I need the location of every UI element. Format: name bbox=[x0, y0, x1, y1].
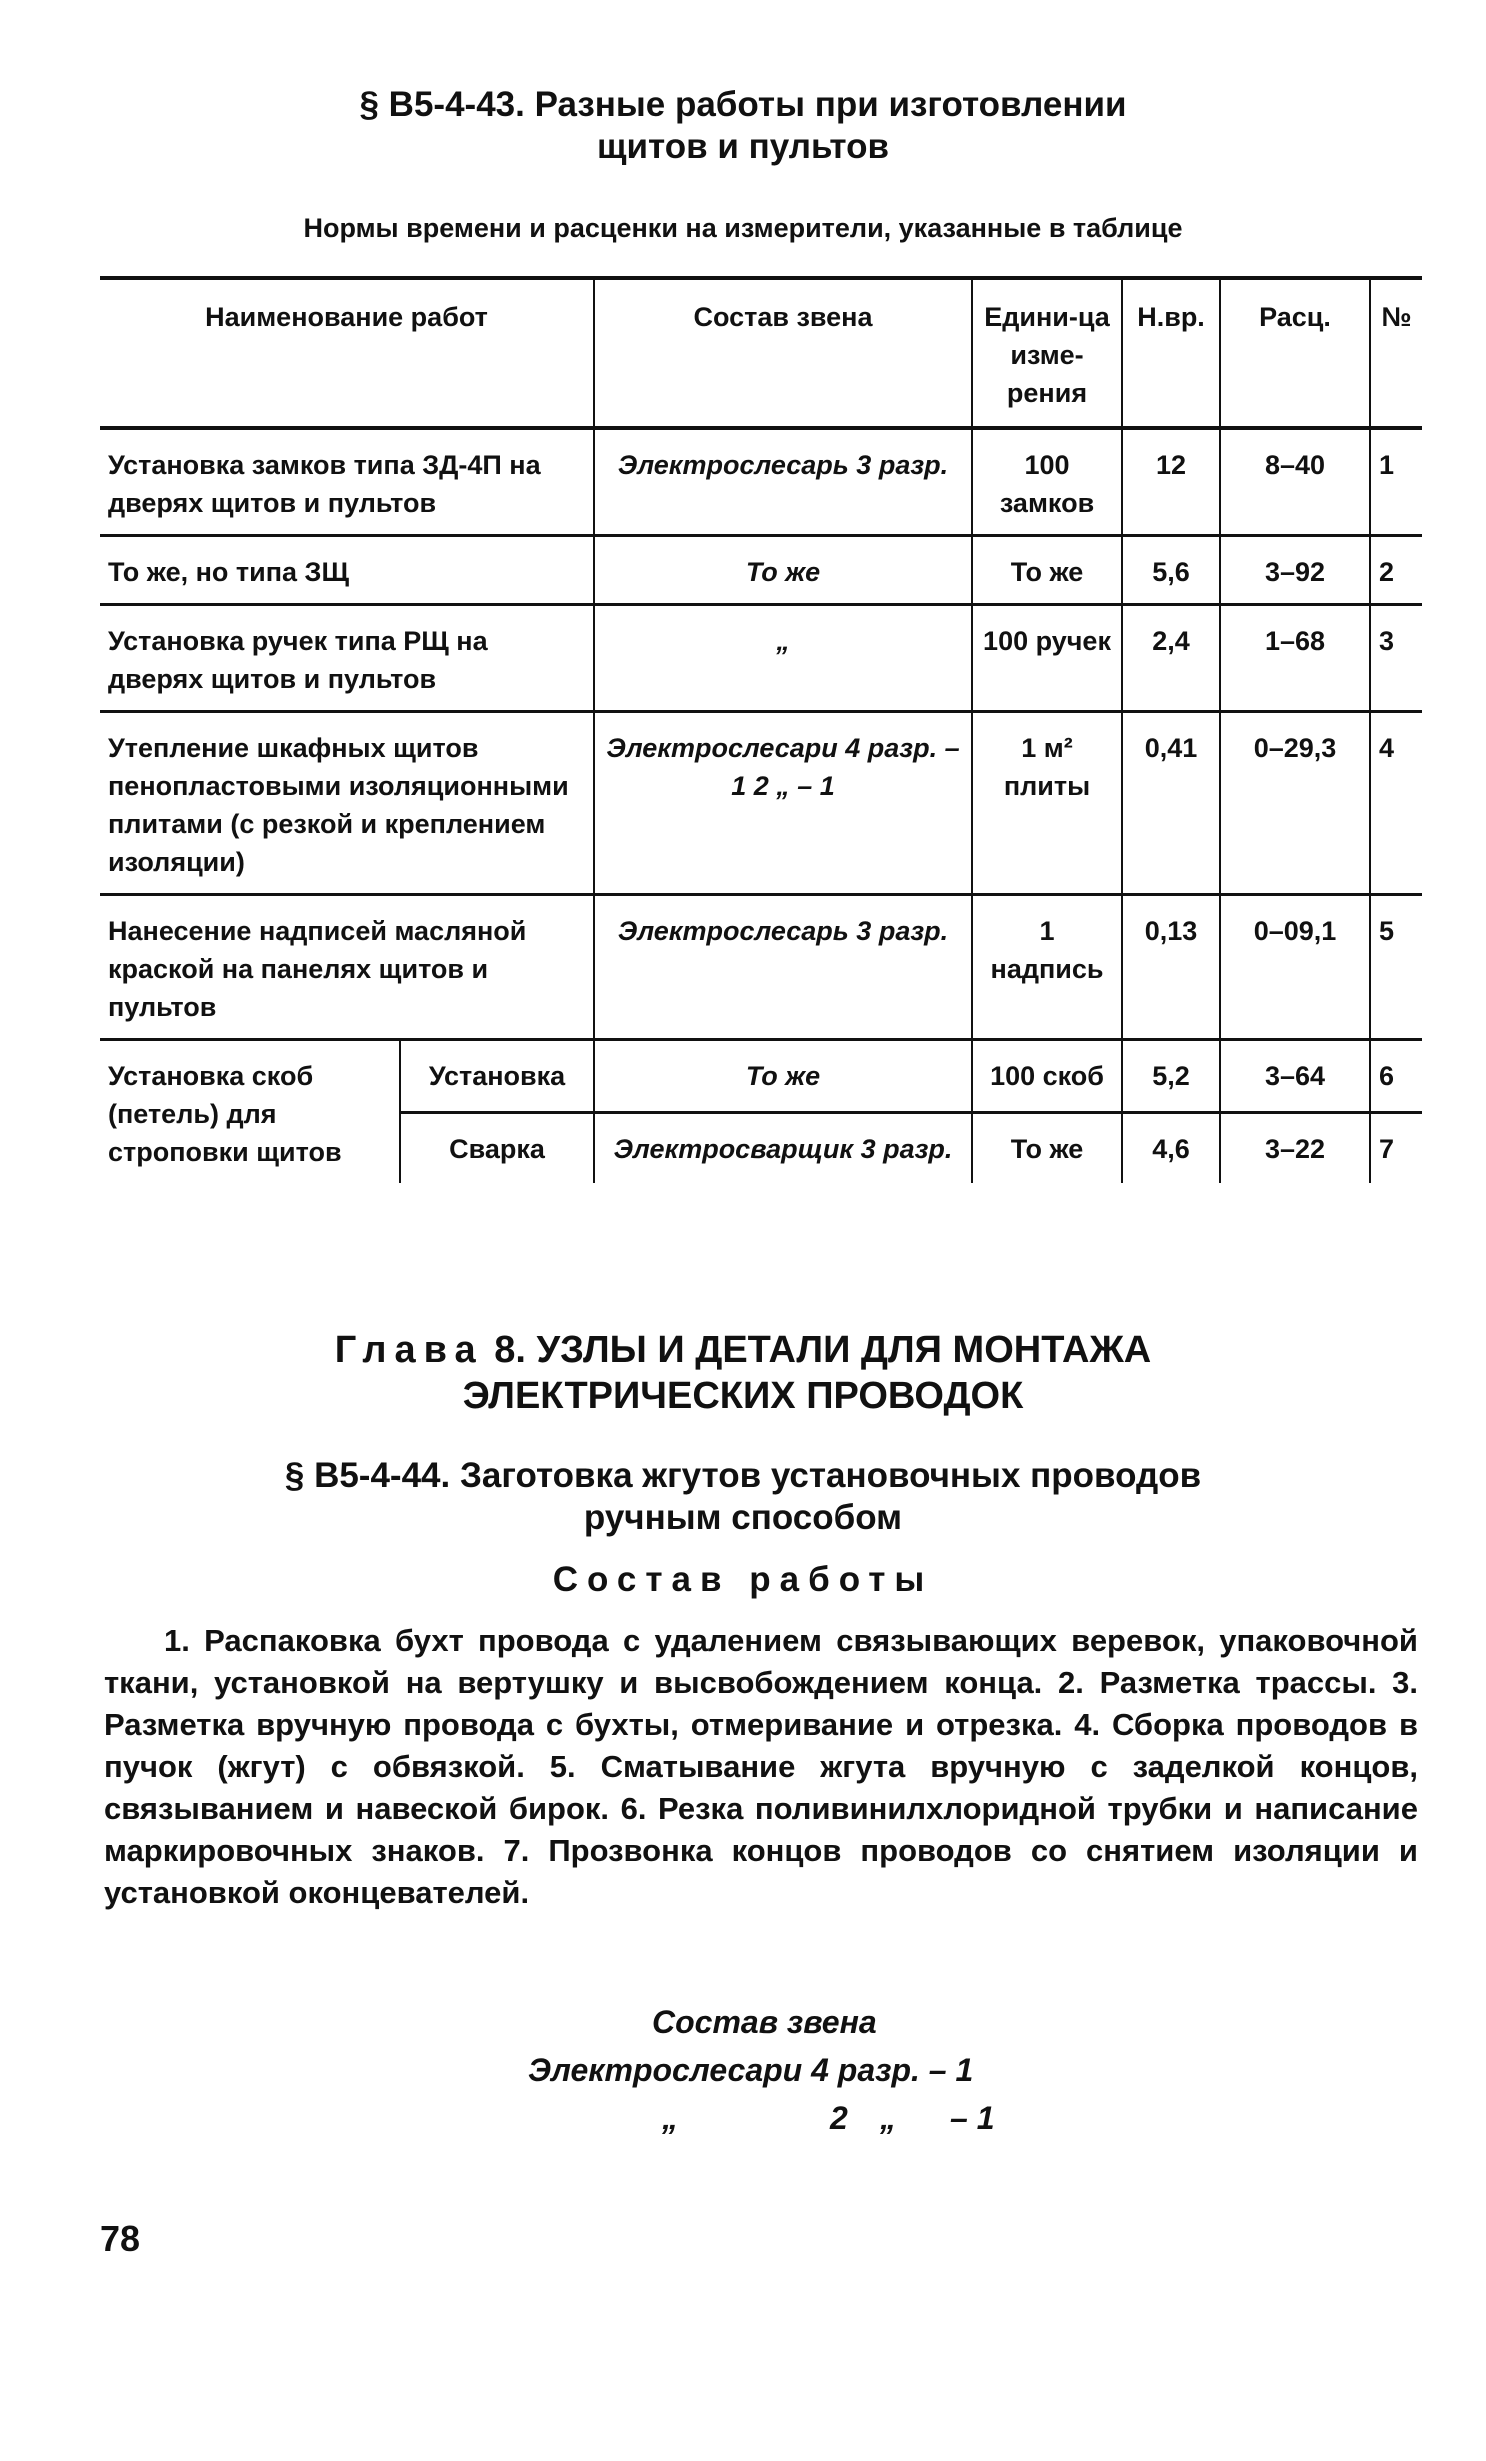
row-rate: 3–92 bbox=[1220, 536, 1370, 605]
row-work-name: Установка ручек типа РЩ на дверях щитов и пультов bbox=[100, 605, 594, 712]
header-rate: Расц. bbox=[1220, 278, 1370, 428]
row-norm: 12 bbox=[1122, 428, 1220, 536]
row-rate: 0–29,3 bbox=[1220, 712, 1370, 895]
header-norm: Н.вр. bbox=[1122, 278, 1220, 428]
row-rate: 0–09,1 bbox=[1220, 895, 1370, 1040]
row-norm: 0,41 bbox=[1122, 712, 1220, 895]
row-rate: 1–68 bbox=[1220, 605, 1370, 712]
section-title-b5-4-43 bbox=[0, 84, 1486, 168]
table-row bbox=[100, 536, 1422, 605]
row-rate: 8–40 bbox=[1220, 428, 1370, 536]
row-number: 6 bbox=[1370, 1040, 1422, 1113]
crew-line2-ditto: „ bbox=[662, 2100, 678, 2136]
table-caption: Нормы времени и расценки на измерители, указанные в таблице bbox=[303, 213, 1183, 243]
header-unit: Едини-ца изме-рения bbox=[972, 278, 1122, 428]
crew-heading: Состав звена bbox=[652, 2004, 877, 2040]
row-work-name: Нанесение надписей масляной краской на панелях щитов и пультов bbox=[100, 895, 594, 1040]
chapter-title bbox=[0, 1327, 1486, 1419]
section-title-b5-4-44 bbox=[0, 1455, 1486, 1539]
table-row bbox=[100, 1040, 1422, 1113]
row-unit: То же bbox=[972, 1112, 1122, 1183]
header-number: № bbox=[1370, 278, 1422, 428]
row-crew: То же bbox=[594, 1040, 972, 1113]
chapter-title-line1 bbox=[0, 1327, 1486, 1373]
chapter-prefix: Глава bbox=[334, 1329, 484, 1371]
chapter-title-line2: ЭЛЕКТРИЧЕСКИХ ПРОВОДОК bbox=[462, 1375, 1024, 1417]
row-unit: 1 м² плиты bbox=[972, 712, 1122, 895]
chapter-title-text: 8. УЗЛЫ И ДЕТАЛИ ДЛЯ МОНТАЖА bbox=[494, 1329, 1152, 1371]
crew-line2-ditto2: „ bbox=[880, 2100, 896, 2136]
row-number: 5 bbox=[1370, 895, 1422, 1040]
row-number: 4 bbox=[1370, 712, 1422, 895]
row-number: 7 bbox=[1370, 1112, 1422, 1183]
work-composition-heading: Состав работы bbox=[552, 1560, 934, 1599]
table-row bbox=[100, 428, 1422, 536]
section-title-line1: § В5-4-43. Разные работы при изготовлении bbox=[359, 85, 1127, 124]
work-composition-text bbox=[104, 1620, 1418, 1914]
row-crew: Электрослесарь 3 разр. bbox=[594, 895, 972, 1040]
row-crew: Электросварщик 3 разр. bbox=[594, 1112, 972, 1183]
crew-line2-count: – 1 bbox=[950, 2100, 995, 2136]
row-norm: 5,6 bbox=[1122, 536, 1220, 605]
group-work-name: Установка скоб (петель) для строповки щитов bbox=[100, 1040, 400, 1184]
row-rate: 3–64 bbox=[1220, 1040, 1370, 1113]
row-norm: 0,13 bbox=[1122, 895, 1220, 1040]
header-crew: Состав звена bbox=[594, 278, 972, 428]
crew-line2-grade: 2 bbox=[830, 2100, 848, 2136]
header-work-name: Наименование работ bbox=[100, 278, 594, 428]
norms-table bbox=[100, 276, 1422, 1183]
row-number: 3 bbox=[1370, 605, 1422, 712]
row-norm: 4,6 bbox=[1122, 1112, 1220, 1183]
row-crew: „ bbox=[594, 605, 972, 712]
table-row bbox=[100, 895, 1422, 1040]
crew-line1: Электрослесари 4 разр. – 1 bbox=[528, 2052, 974, 2088]
row-work-name: Утепление шкафных щитов пенопластовыми изоляционными плитами (с резкой и креплением изоляции) bbox=[100, 712, 594, 895]
work-composition-body: 1. Распаковка бухт провода с удалением связывающих веревок, упаковочной ткани, установкой на вертушку и высвобождением конца. 2. Разметка трассы. 3. Разметка вручную провода с бухты, отмеривание и отрезка. 4. Сборка проводов в пучок (жгут) с обвязкой. 5. Сматывание жгута вручную с заделкой концов, связыванием и навеской бирок. 6. Резка поливинилхлоридной трубки и написание маркировочных знаков. 7. Прозвонка концов проводов со снятием изоляции и установкой оконцевателей. bbox=[104, 1623, 1418, 1910]
row-work-name: Установка замков типа ЗД-4П на дверях щитов и пультов bbox=[100, 428, 594, 536]
row-norm: 2,4 bbox=[1122, 605, 1220, 712]
section-title-line2: щитов и пультов bbox=[597, 127, 889, 166]
row-unit: 100 скоб bbox=[972, 1040, 1122, 1113]
table-header-row bbox=[100, 278, 1422, 428]
row-norm: 5,2 bbox=[1122, 1040, 1220, 1113]
table-row bbox=[100, 712, 1422, 895]
row-unit: 100 замков bbox=[972, 428, 1122, 536]
row-crew: То же bbox=[594, 536, 972, 605]
row-work-name: То же, но типа ЗЩ bbox=[100, 536, 594, 605]
section-title-line1: § В5-4-44. Заготовка жгутов установочных проводов bbox=[284, 1456, 1202, 1495]
row-unit: 100 ручек bbox=[972, 605, 1122, 712]
row-unit: 1 надпись bbox=[972, 895, 1122, 1040]
row-crew: Электрослесари 4 разр. – 1 2 „ – 1 bbox=[594, 712, 972, 895]
row-unit: То же bbox=[972, 536, 1122, 605]
row-number: 1 bbox=[1370, 428, 1422, 536]
row-number: 2 bbox=[1370, 536, 1422, 605]
row-subwork: Сварка bbox=[400, 1112, 594, 1183]
row-crew: Электрослесарь 3 разр. bbox=[594, 428, 972, 536]
row-rate: 3–22 bbox=[1220, 1112, 1370, 1183]
table-row bbox=[100, 605, 1422, 712]
section-title-line2: ручным способом bbox=[583, 1498, 903, 1537]
page-number: 78 bbox=[100, 2218, 141, 2259]
row-subwork: Установка bbox=[400, 1040, 594, 1113]
